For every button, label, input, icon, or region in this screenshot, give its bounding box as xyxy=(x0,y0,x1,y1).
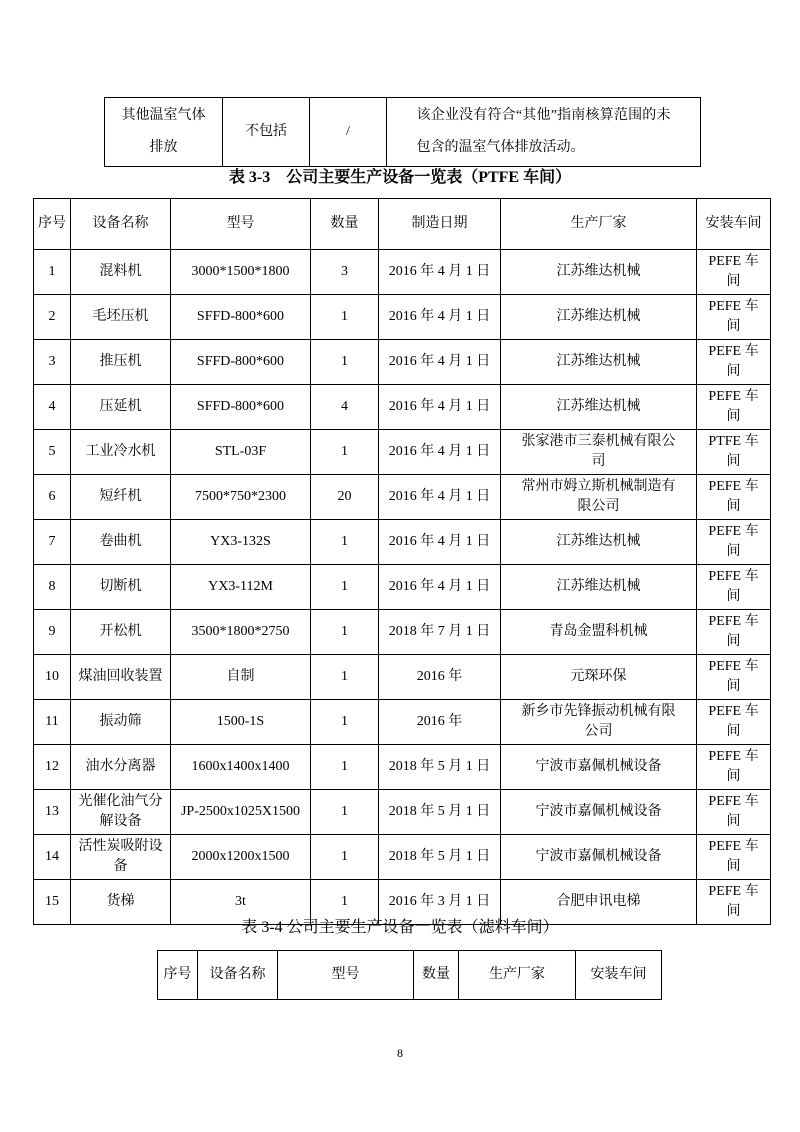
table-cell: 4 xyxy=(34,385,71,430)
header-row xyxy=(158,951,662,1000)
table-cell: 2018 年 5 月 1 日 xyxy=(379,745,501,790)
table-cell: 2016 年 3 月 1 日 xyxy=(379,880,501,925)
table-cell: PEFE 车间 xyxy=(697,745,771,790)
column-header: 生产厂家 xyxy=(501,199,697,250)
table-cell: 2018 年 7 月 1 日 xyxy=(379,610,501,655)
table-cell: 常州市姆立斯机械制造有限公司 xyxy=(501,475,697,520)
table-cell: 卷曲机 xyxy=(71,520,171,565)
table-cell: 煤油回收装置 xyxy=(71,655,171,700)
column-header: 数量 xyxy=(311,199,379,250)
table-row xyxy=(34,475,771,520)
table-cell: 6 xyxy=(34,475,71,520)
table-cell: 工业冷水机 xyxy=(71,430,171,475)
table-cell: 2000x1200x1500 xyxy=(171,835,311,880)
column-header: 序号 xyxy=(158,951,198,1000)
table-header xyxy=(158,951,662,1000)
table-cell: PEFE 车间 xyxy=(697,520,771,565)
column-header: 设备名称 xyxy=(198,951,278,1000)
table-cell: 1 xyxy=(311,520,379,565)
table-cell: 13 xyxy=(34,790,71,835)
table-3-4-title: 表 3-4 公司主要生产设备一览表（滤料车间） xyxy=(241,919,559,936)
table-cell: 2016 年 4 月 1 日 xyxy=(379,250,501,295)
column-header: 安装车间 xyxy=(697,199,771,250)
table-row xyxy=(34,610,771,655)
table-cell: 3t xyxy=(171,880,311,925)
column-header: 生产厂家 xyxy=(459,951,576,1000)
table-cell: 1 xyxy=(311,340,379,385)
table-cell: PEFE 车间 xyxy=(697,340,771,385)
table-cell: 江苏维达机械 xyxy=(501,385,697,430)
table-cell: 振动筛 xyxy=(71,700,171,745)
table-cell: 5 xyxy=(34,430,71,475)
table-cell: PEFE 车间 xyxy=(697,790,771,835)
table-cell: PEFE 车间 xyxy=(697,700,771,745)
table-cell: 光催化油气分解设备 xyxy=(71,790,171,835)
table-cell: PTFE 车间 xyxy=(697,430,771,475)
table-cell: 4 xyxy=(311,385,379,430)
table-cell: 短纤机 xyxy=(71,475,171,520)
table-row xyxy=(34,655,771,700)
table-cell: 油水分离器 xyxy=(71,745,171,790)
table-cell: 9 xyxy=(34,610,71,655)
table-cell: 2018 年 5 月 1 日 xyxy=(379,835,501,880)
table-cell: 货梯 xyxy=(71,880,171,925)
table-cell: 2016 年 4 月 1 日 xyxy=(379,565,501,610)
ghg-category-text: 其他温室气体排放 xyxy=(121,108,206,156)
table-cell: 毛坯压机 xyxy=(71,295,171,340)
table-cell: 11 xyxy=(34,700,71,745)
column-header: 制造日期 xyxy=(379,199,501,250)
table-cell: 2016 年 4 月 1 日 xyxy=(379,340,501,385)
table-cell: PEFE 车间 xyxy=(697,610,771,655)
header-row xyxy=(34,199,771,250)
table-cell: 青岛金盟科机械 xyxy=(501,610,697,655)
table-cell: PEFE 车间 xyxy=(697,475,771,520)
table-header xyxy=(34,199,771,250)
table-row xyxy=(34,790,771,835)
table-cell: 合肥申讯电梯 xyxy=(501,880,697,925)
table-row xyxy=(34,700,771,745)
table-cell: 1600x1400x1400 xyxy=(171,745,311,790)
table-cell: 1 xyxy=(311,565,379,610)
ghg-included-cell: 不包括 xyxy=(223,98,310,167)
table-cell: 7 xyxy=(34,520,71,565)
table-cell: 新乡市先锋振动机械有限公司 xyxy=(501,700,697,745)
table-cell: 江苏维达机械 xyxy=(501,340,697,385)
table-cell: PEFE 车间 xyxy=(697,880,771,925)
table-cell: 混料机 xyxy=(71,250,171,295)
table-cell: 切断机 xyxy=(71,565,171,610)
table-cell: 12 xyxy=(34,745,71,790)
table-cell: 15 xyxy=(34,880,71,925)
table-cell: 7500*750*2300 xyxy=(171,475,311,520)
table-row xyxy=(34,520,771,565)
ghg-value-cell: / xyxy=(310,98,387,167)
table-cell: 2018 年 5 月 1 日 xyxy=(379,790,501,835)
table-cell: 2016 年 xyxy=(379,700,501,745)
column-header: 安装车间 xyxy=(576,951,662,1000)
table-cell: PEFE 车间 xyxy=(697,655,771,700)
table-cell: 1 xyxy=(311,610,379,655)
table-cell: 自制 xyxy=(171,655,311,700)
table-cell: 活性炭吸附设备 xyxy=(71,835,171,880)
table-cell: STL-03F xyxy=(171,430,311,475)
ghg-summary-table xyxy=(104,97,701,167)
table-cell: 1 xyxy=(311,790,379,835)
column-header: 型号 xyxy=(278,951,414,1000)
table-cell: 开松机 xyxy=(71,610,171,655)
table-row xyxy=(34,835,771,880)
table-body xyxy=(34,250,771,925)
table-cell: 2016 年 4 月 1 日 xyxy=(379,430,501,475)
table-cell: 2016 年 4 月 1 日 xyxy=(379,520,501,565)
table-cell: 2 xyxy=(34,295,71,340)
table-cell: 3000*1500*1800 xyxy=(171,250,311,295)
table-cell: PEFE 车间 xyxy=(697,835,771,880)
table-cell: PEFE 车间 xyxy=(697,295,771,340)
table-cell: 1 xyxy=(311,880,379,925)
filter-equipment-table xyxy=(157,950,662,1000)
table-row xyxy=(34,250,771,295)
table-cell: 压延机 xyxy=(71,385,171,430)
table-cell: 1 xyxy=(311,430,379,475)
table-cell: 1 xyxy=(311,745,379,790)
table-row xyxy=(34,430,771,475)
table-cell: SFFD-800*600 xyxy=(171,385,311,430)
table-cell: 2016 年 4 月 1 日 xyxy=(379,295,501,340)
table-row xyxy=(34,385,771,430)
page-number: 8 xyxy=(397,1046,403,1060)
table-cell: SFFD-800*600 xyxy=(171,295,311,340)
table-cell: 江苏维达机械 xyxy=(501,250,697,295)
table-row xyxy=(34,340,771,385)
table-cell: 14 xyxy=(34,835,71,880)
column-header: 序号 xyxy=(34,199,71,250)
ghg-note-cell xyxy=(387,98,701,167)
table-cell: 宁波市嘉佩机械设备 xyxy=(501,835,697,880)
table-cell: 3 xyxy=(34,340,71,385)
column-header: 设备名称 xyxy=(71,199,171,250)
ptfe-equipment-table xyxy=(33,198,771,925)
table-cell: 宁波市嘉佩机械设备 xyxy=(501,790,697,835)
table-cell: 2016 年 xyxy=(379,655,501,700)
table-row xyxy=(34,565,771,610)
table-cell: PEFE 车间 xyxy=(697,565,771,610)
table-cell: 1 xyxy=(311,835,379,880)
table-row xyxy=(105,98,701,167)
table-cell: 元琛环保 xyxy=(501,655,697,700)
table-cell: 1 xyxy=(311,295,379,340)
ghg-category-cell xyxy=(105,98,223,167)
table-cell: 20 xyxy=(311,475,379,520)
table-cell: 2016 年 4 月 1 日 xyxy=(379,385,501,430)
table-cell: SFFD-800*600 xyxy=(171,340,311,385)
table-cell: 1 xyxy=(311,700,379,745)
table-cell: 2016 年 4 月 1 日 xyxy=(379,475,501,520)
table-cell: 3500*1800*2750 xyxy=(171,610,311,655)
table-cell: 8 xyxy=(34,565,71,610)
table-cell: 3 xyxy=(311,250,379,295)
column-header: 型号 xyxy=(171,199,311,250)
table-3-3-title: 表 3-3 公司主要生产设备一览表（PTFE 车间） xyxy=(228,169,572,186)
table-cell: 1 xyxy=(34,250,71,295)
table-cell: 江苏维达机械 xyxy=(501,295,697,340)
ghg-note-text: 该企业没有符合“其他”指南核算范围的未包含的温室气体排放活动。 xyxy=(416,108,671,156)
table-cell: 宁波市嘉佩机械设备 xyxy=(501,745,697,790)
table-cell: JP-2500x1025X1500 xyxy=(171,790,311,835)
table-cell: 10 xyxy=(34,655,71,700)
table-cell: PEFE 车间 xyxy=(697,385,771,430)
table-row xyxy=(34,745,771,790)
table-cell: YX3-112M xyxy=(171,565,311,610)
column-header: 数量 xyxy=(414,951,459,1000)
table-cell: 1 xyxy=(311,655,379,700)
table-cell: 推压机 xyxy=(71,340,171,385)
table-cell: 江苏维达机械 xyxy=(501,520,697,565)
table-cell: PEFE 车间 xyxy=(697,250,771,295)
table-cell: 1500-1S xyxy=(171,700,311,745)
table-cell: 江苏维达机械 xyxy=(501,565,697,610)
table-cell: YX3-132S xyxy=(171,520,311,565)
table-row xyxy=(34,295,771,340)
table-cell: 张家港市三泰机械有限公司 xyxy=(501,430,697,475)
